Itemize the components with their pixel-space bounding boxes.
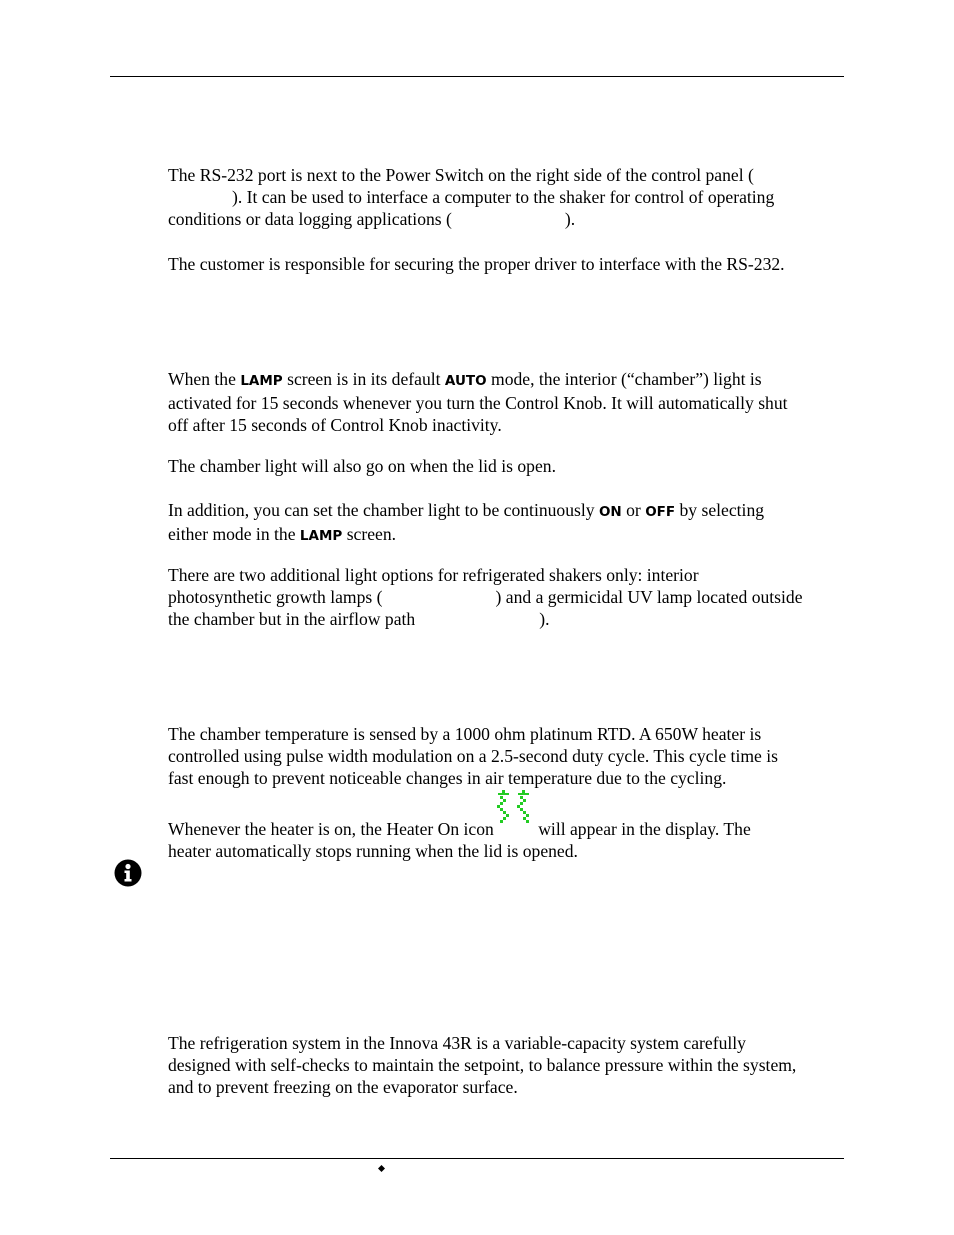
heater-p2-text-b: will appear in the display. The — [533, 819, 751, 839]
lamp-p4-line2a: photosynthetic growth lamps ( — [168, 587, 383, 607]
lamp-keyword-2: LAMP — [299, 528, 343, 544]
heater-p1-line3: fast enough to prevent noticeable changes in air temperature due to the cycling. — [168, 768, 727, 788]
lamp-p4-line3b: ). — [539, 609, 550, 629]
lamp-p1-line3: off after 15 seconds of Control Knob inactivity. — [168, 415, 502, 435]
lamp-paragraph-1 — [168, 368, 844, 436]
lamp-paragraph-2: The chamber light will also go on when the lid is open. — [168, 456, 556, 476]
lamp-p4-line1: There are two additional light options for refrigerated shakers only: interior — [168, 565, 699, 585]
lamp-p3-line2b: screen. — [342, 524, 397, 544]
on-keyword: ON — [598, 504, 622, 520]
refrigeration-line2: designed with self-checks to maintain the setpoint, to balance pressure within the system, — [168, 1055, 797, 1075]
diamond-bullet-icon — [378, 1165, 385, 1172]
rs232-line1: The RS-232 port is next to the Power Switch on the right side of the control panel ( — [168, 165, 754, 185]
lamp-p3-line2a: either mode in the — [168, 524, 300, 544]
lamp-paragraph-3 — [168, 499, 844, 547]
footer-rule — [110, 1158, 844, 1159]
lamp-p3-text-b: by selecting — [675, 500, 765, 520]
heater-p2-line2: heater automatically stops running when the lid is opened. — [168, 841, 578, 861]
header-rule — [110, 76, 844, 77]
rs232-line3a: conditions or data logging applications ( — [168, 209, 452, 229]
rs232-paragraph — [168, 164, 844, 230]
info-icon — [114, 859, 142, 887]
lamp-p1-text-c: mode, the interior (“chamber”) light is — [486, 369, 762, 389]
lamp-keyword: LAMP — [240, 373, 283, 389]
lamp-p1-text-a: When the — [168, 369, 241, 389]
off-keyword: OFF — [645, 504, 676, 520]
refrigeration-paragraph — [168, 1032, 844, 1098]
heater-paragraph-1 — [168, 723, 844, 789]
heater-paragraph-2 — [168, 813, 844, 862]
rs232-line3b: ). — [564, 209, 576, 229]
heater-p1-line2: controlled using pulse width modulation on a 2.5-second duty cycle. This cycle time is — [168, 746, 778, 766]
lamp-p3-or: or — [621, 500, 646, 520]
refrigeration-line3: and to prevent freezing on the evaporator surface. — [168, 1077, 518, 1097]
heater-p1-line1: The chamber temperature is sensed by a 1000 ohm platinum RTD. A 650W heater is — [168, 724, 762, 744]
heater-p2-text-a: Whenever the heater is on, the Heater On icon — [168, 819, 494, 839]
auto-keyword: AUTO — [444, 373, 487, 389]
refrigeration-line1: The refrigeration system in the Innova 43R is a variable-capacity system carefully — [168, 1033, 746, 1053]
rs232-driver-note: The customer is responsible for securing the proper driver to interface with the RS-232. — [168, 254, 785, 274]
lamp-p3-text-a: In addition, you can set the chamber light to be continuously — [168, 500, 599, 520]
lamp-p4-line2b: ) and a germicidal UV lamp located outside — [495, 587, 803, 607]
heater-on-icon — [494, 813, 534, 835]
lamp-p1-text-b: screen is in its default — [282, 369, 445, 389]
lamp-p4-line3a: the chamber but in the airflow path — [168, 609, 416, 629]
lamp-p1-line2: activated for 15 seconds whenever you turn the Control Knob. It will automatically shut — [168, 393, 788, 413]
lamp-paragraph-4 — [168, 564, 844, 630]
rs232-line2: ). It can be used to interface a computer to the shaker for control of operating — [232, 187, 775, 207]
